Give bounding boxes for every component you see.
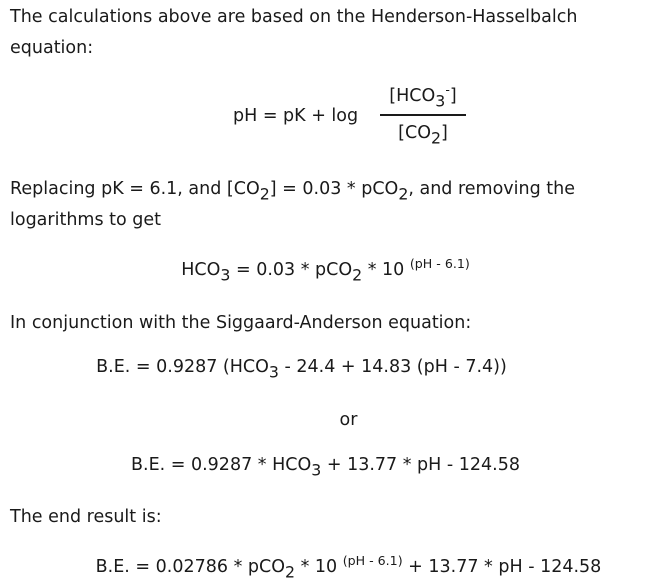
bicarbonate-equation: $HCO_3 = 0.03 * pCO_2 * 10$ $^{(pH - 6.1)}$: [181, 256, 470, 285]
or-text: or: [339, 410, 358, 430]
equation-lhs: pH = pK + log: [233, 106, 359, 126]
fraction-denominator: $[CO_2]$: [398, 122, 448, 148]
conjunction-paragraph: In conjunction with the Siggaard-Anderson equation:: [10, 313, 472, 333]
intro-paragraph: The calculations above are based on the Henderson-Hasselbalch equation:: [10, 7, 578, 58]
replacing-paragraph: Replacing pK = 6.1, and $[CO_2] = 0.03 * pCO_2$, and removing the logarithms to get: [10, 179, 575, 230]
final-equation: B.E. = 0.02786 * pCO$_2$ * 10 $^{(pH - 6.1)}$ + 13.77 * pH - 124.58: [95, 553, 602, 582]
henderson-hasselbalch-equation: [0, 80, 651, 160]
fraction-bar: [380, 114, 466, 116]
fraction-numerator: $[HCO_3^-]$: [389, 82, 457, 111]
base-excess-equation: B.E. = $0.9287 * HCO_3 + 13.77$ * pH - 124.58: [131, 455, 520, 480]
end-result-paragraph: The end result is:: [10, 507, 162, 527]
siggaard-anderson-equation: B.E. = 0.9287 ($HCO_3 - 24.4 + 14.83$ (pH - 7.4)): [96, 357, 507, 382]
log-fraction: [380, 82, 466, 148]
